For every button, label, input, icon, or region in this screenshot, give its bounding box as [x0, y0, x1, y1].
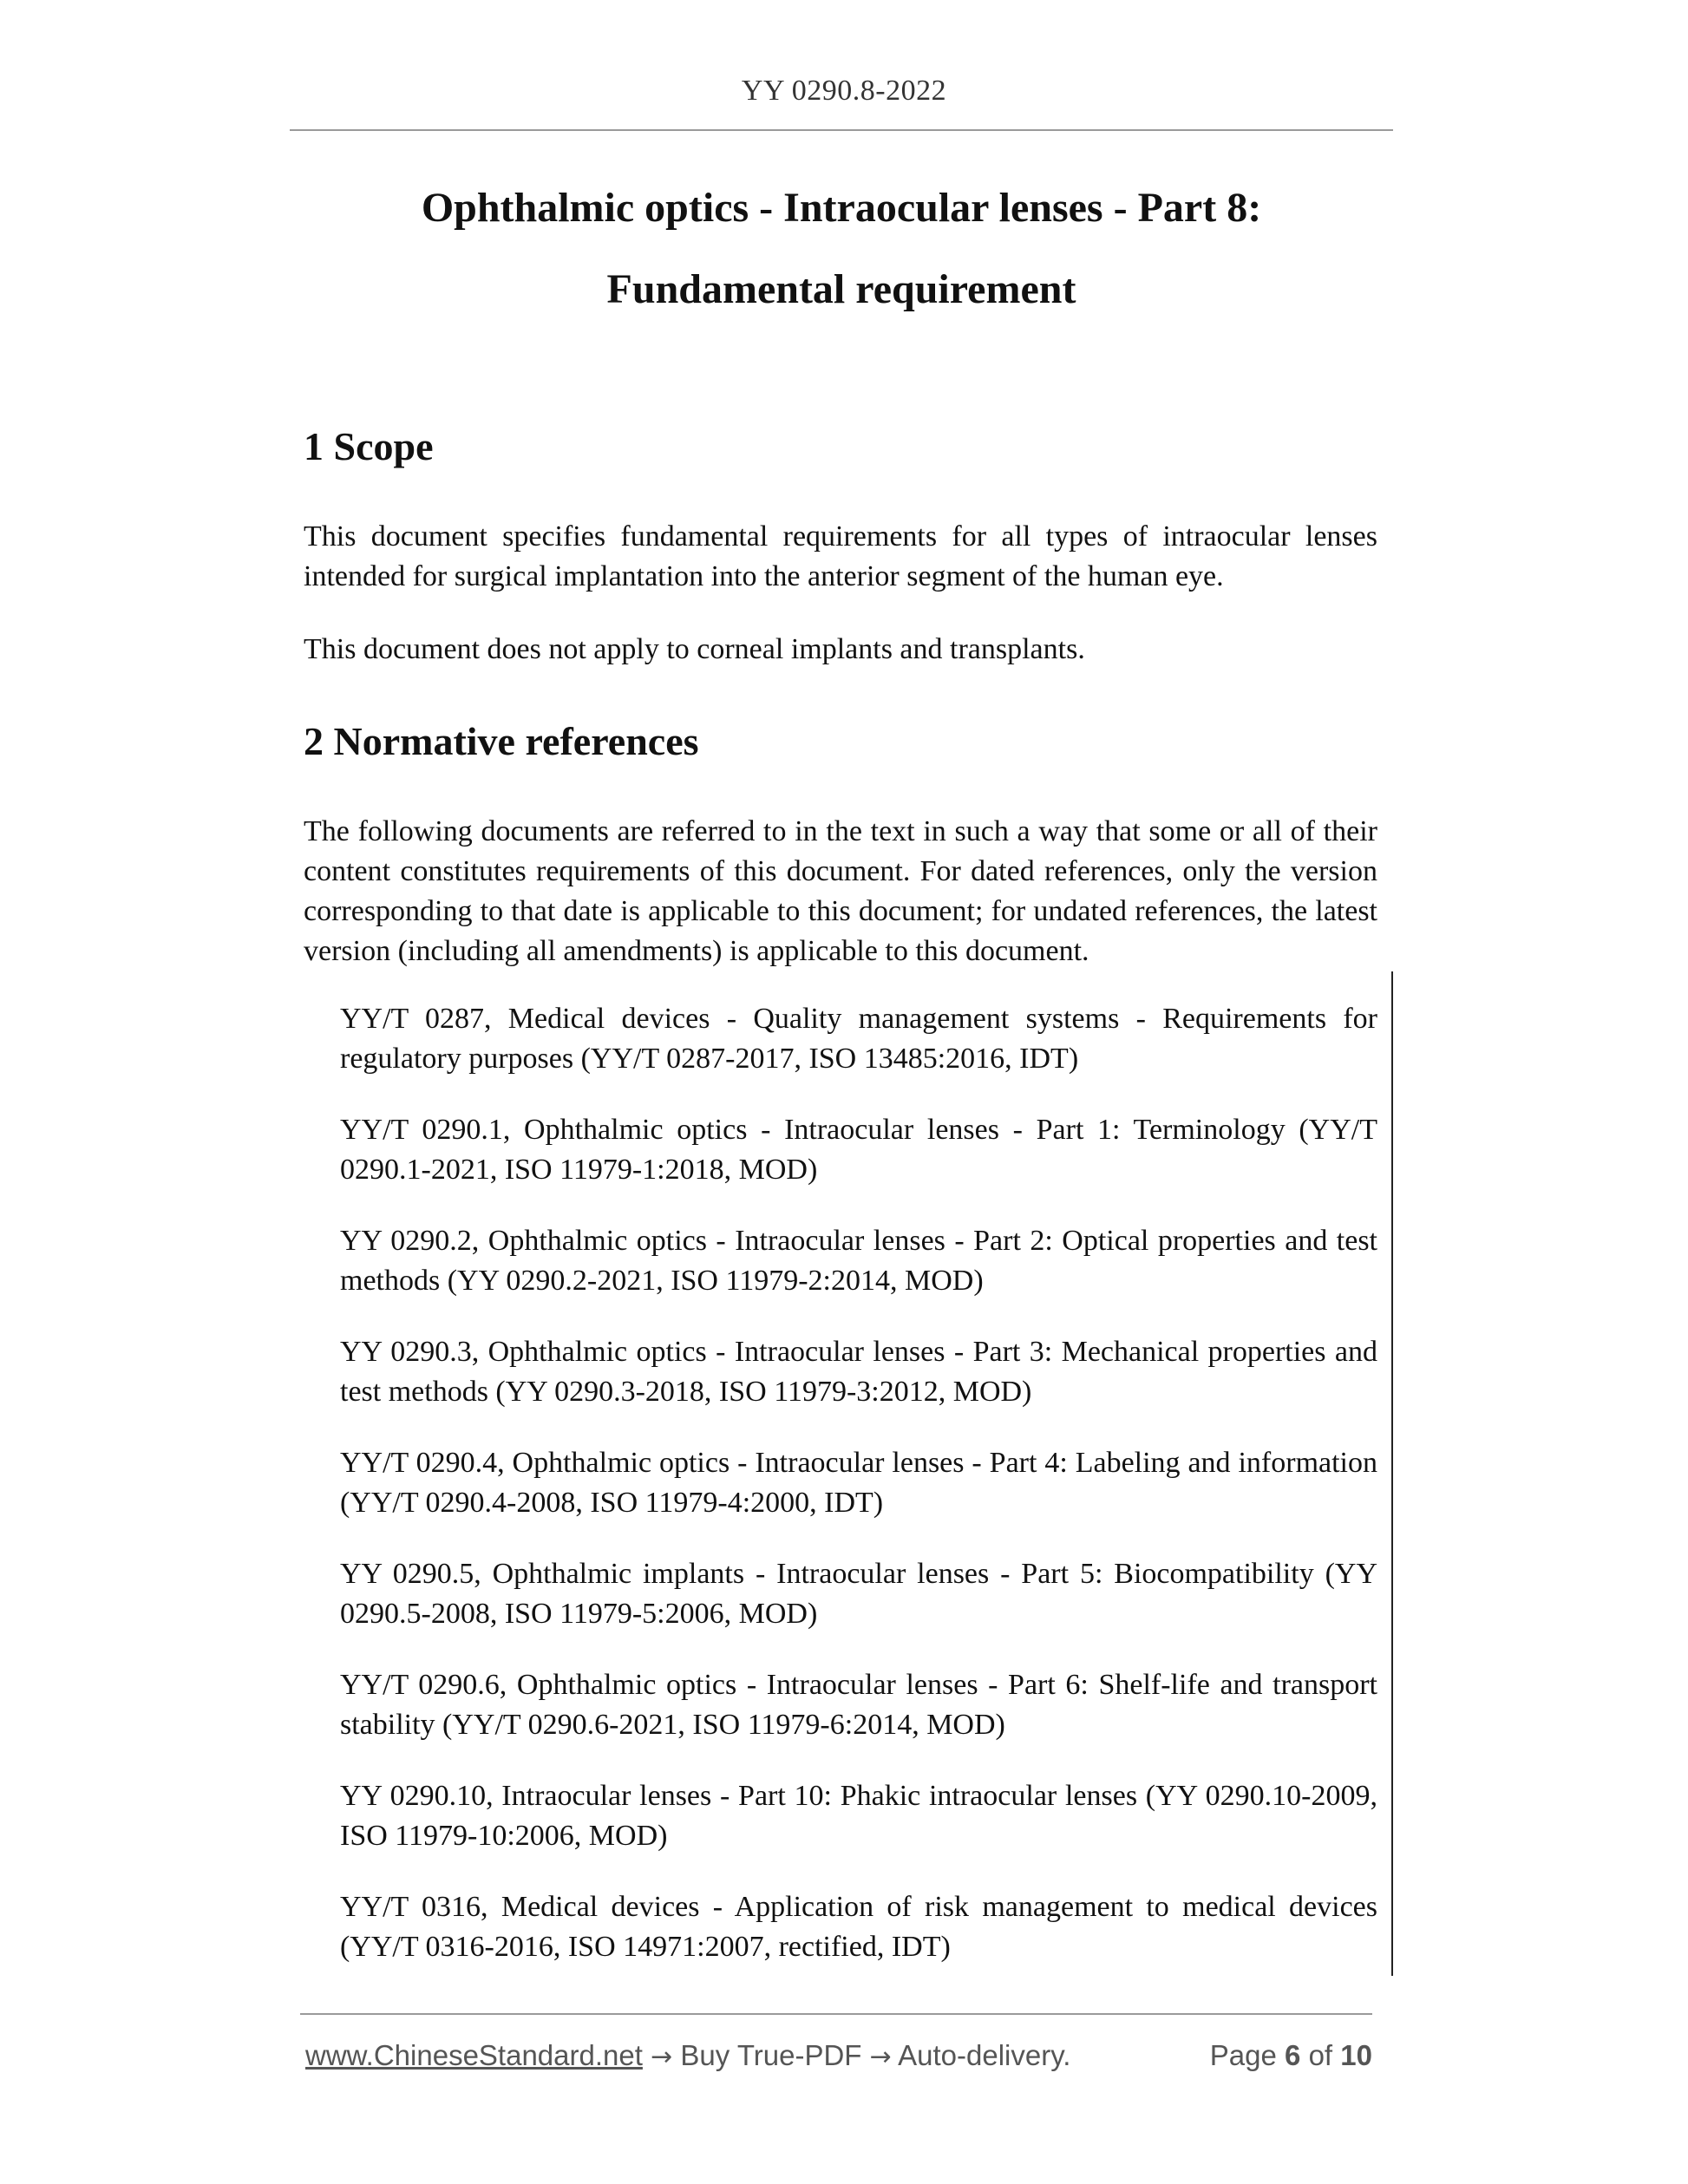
- page-label: Page: [1209, 2039, 1277, 2071]
- normative-references-intro: The following documents are referred to in the text in such a way that some or all of their content constitutes requirements of this document. For dated references, only the version corresponding to that date is applicable to this document; for undated references, the latest version (including all amendments) is applicable to this document.: [304, 815, 1377, 967]
- reference-item: YY/T 0287, Medical devices - Quality management systems - Requirements for regulatory purposes (YY/T 0287-2017, ISO 13485:2016, IDT): [340, 1003, 1377, 1075]
- reference-item: YY 0290.10, Intraocular lenses - Part 10: Phakic intraocular lenses (YY 0290.10-2009, ISO 11979-10:2006, MOD): [340, 1780, 1377, 1852]
- reference-item: YY 0290.2, Ophthalmic optics - Intraocular lenses - Part 2: Optical properties and test methods (YY 0290.2-2021, ISO 11979-2:2014, MOD): [340, 1225, 1377, 1297]
- reference-item: YY/T 0290.4, Ophthalmic optics - Intraocular lenses - Part 4: Labeling and information (YY/T 0290.4-2008, ISO 11979-4:2000, IDT): [340, 1447, 1377, 1519]
- page-footer: [305, 2038, 1372, 2073]
- document-code-header: YY 0290.8-2022: [741, 75, 947, 107]
- total-page-number: 10: [1340, 2039, 1372, 2071]
- reference-item: YY/T 0316, Medical devices - Application of risk management to medical devices (YY/T 0316-2016, ISO 14971:2007, rectified, IDT): [340, 1891, 1377, 1963]
- reference-item: YY/T 0290.6, Ophthalmic optics - Intraocular lenses - Part 6: Shelf-life and transport stability (YY/T 0290.6-2021, ISO 11979-6:2014, MOD): [340, 1669, 1377, 1741]
- arrow-right-icon: →: [651, 2042, 673, 2072]
- document-title-line-2: Fundamental requirement: [606, 266, 1076, 312]
- section-heading-normative-references: 2 Normative references: [304, 719, 699, 763]
- page-of-label: of: [1308, 2039, 1333, 2071]
- current-page-number: 6: [1285, 2039, 1301, 2071]
- footer-divider: [300, 2013, 1372, 2015]
- document-title-line-1: Ophthalmic optics - Intraocular lenses - Part 8:: [421, 185, 1262, 231]
- reference-item: YY/T 0290.1, Ophthalmic optics - Intraocular lenses - Part 1: Terminology (YY/T 0290.1-2021, ISO 11979-1:2018, MOD): [340, 1114, 1377, 1186]
- auto-delivery-text: Auto-delivery.: [898, 2039, 1071, 2071]
- page-indicator: [1210, 2038, 1372, 2073]
- arrow-right-icon: →: [869, 2042, 892, 2072]
- reference-item: YY 0290.3, Ophthalmic optics - Intraocular lenses - Part 3: Mechanical properties and test methods (YY 0290.3-2018, ISO 11979-3:2012, MOD): [340, 1336, 1377, 1408]
- header-divider: [290, 129, 1393, 131]
- normative-reference-list: [340, 999, 1377, 1998]
- buy-true-pdf-text: Buy True-PDF: [680, 2039, 862, 2071]
- reference-item: YY 0290.5, Ophthalmic implants - Intraocular lenses - Part 5: Biocompatibility (YY 0290.5-2008, ISO 11979-5:2006, MOD): [340, 1558, 1377, 1630]
- scope-paragraph-2: This document does not apply to corneal implants and transplants.: [304, 633, 1085, 665]
- scope-paragraph-1: This document specifies fundamental requirements for all types of intraocular lenses intended for surgical implantation into the anterior segment of the human eye.: [304, 520, 1377, 592]
- section-heading-scope: 1 Scope: [304, 424, 434, 468]
- chinesestandard-link[interactable]: www.ChineseStandard.net: [305, 2039, 643, 2071]
- revision-change-bar: [1391, 971, 1393, 1976]
